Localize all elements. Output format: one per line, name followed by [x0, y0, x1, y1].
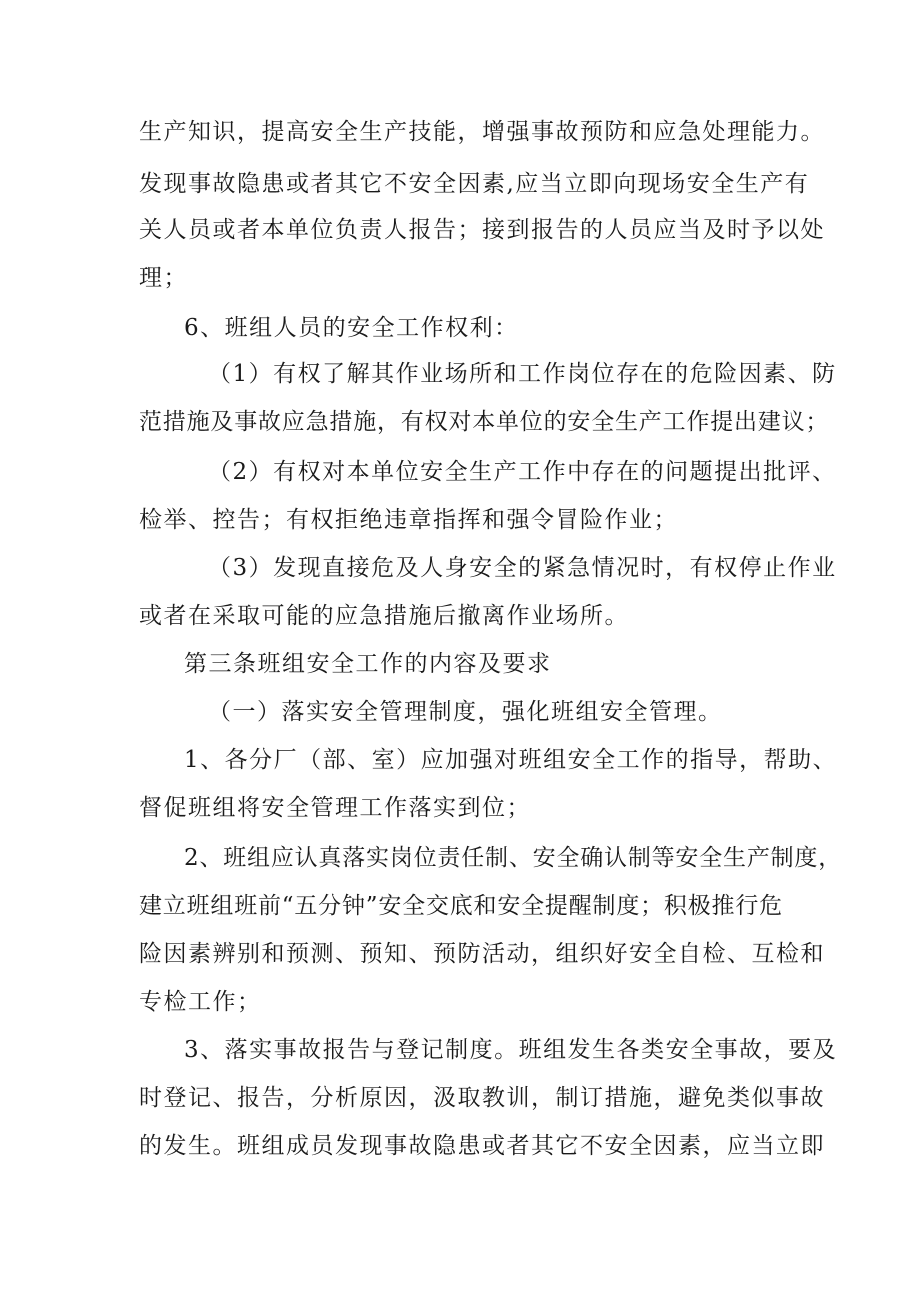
- paragraph-line: 时登记、报告，分析原因，汲取教训，制订措施，避免类似事故: [139, 1085, 825, 1111]
- paragraph-line: 2、班组应认真落实岗位责任制、安全确认制等安全生产制度，: [184, 845, 843, 871]
- paragraph-line: 范措施及事故应急措施，有权对本单位的安全生产工作提出建议；: [139, 409, 830, 435]
- section-heading: 6、班组人员的安全工作权利：: [184, 315, 519, 341]
- paragraph-line: 关人员或者本单位负责人报告；接到报告的人员应当及时予以处: [139, 217, 825, 243]
- paragraph-line: 生产知识，提高安全生产技能，增强事故预防和应急处理能力。: [139, 119, 825, 145]
- paragraph-line: 建立班组班前“五分钟”安全交底和安全提醒制度；积极推行危: [139, 893, 783, 919]
- paragraph-line: 发现事故隐患或者其它不安全因素,应当立即向现场安全生产有: [139, 171, 810, 197]
- paragraph-line: 险因素辨别和预测、预知、预防活动，组织好安全自检、互检和: [139, 941, 825, 967]
- paragraph-line: （3）发现直接危及人身安全的紧急情况时，有权停止作业: [208, 555, 837, 581]
- paragraph-line: （1）有权了解其作业场所和工作岗位存在的危险因素、防: [208, 361, 837, 387]
- subsection-heading: （一）落实安全管理制度，强化班组安全管理。: [208, 699, 723, 725]
- paragraph-line: 检举、控告；有权拒绝违章指挥和强令冒险作业；: [139, 507, 678, 533]
- article-heading: 第三条班组安全工作的内容及要求: [184, 651, 552, 677]
- paragraph-line: 的发生。班组成员发现事故隐患或者其它不安全因素，应当立即: [139, 1133, 825, 1159]
- paragraph-line: 督促班组将安全管理工作落实到位；: [139, 795, 531, 821]
- paragraph-line: 理；: [139, 265, 188, 291]
- paragraph-line: 3、落实事故报告与登记制度。班组发生各类安全事故，要及: [184, 1037, 838, 1063]
- paragraph-line: 或者在采取可能的应急措施后撤离作业场所。: [139, 603, 629, 629]
- paragraph-line: 1、各分厂（部、室）应加强对班组安全工作的指导，帮助、: [184, 747, 838, 773]
- paragraph-line: 专检工作；: [139, 989, 262, 1015]
- paragraph-line: （2）有权对本单位安全生产工作中存在的问题提出批评、: [208, 459, 837, 485]
